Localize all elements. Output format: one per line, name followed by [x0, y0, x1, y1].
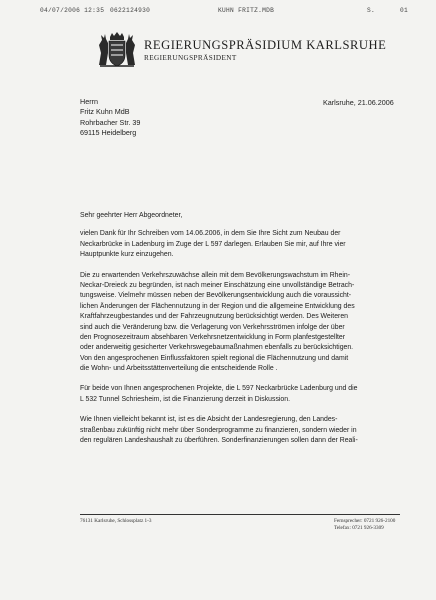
- text-line: Kraftfahrzeugbestandes und der Fahrzeugnutzung berücksichtigt werden. Des Weiteren: [80, 313, 348, 321]
- paragraph: [80, 384, 403, 405]
- text-line: sind auch die Veränderung bzw. die Verlagerung von Verkehrsströmen infolge der über: [80, 323, 345, 331]
- letter-body: [80, 211, 403, 446]
- recipient-line: 69115 Heidelberg: [80, 128, 137, 138]
- recipient-line: Fritz Kuhn MdB: [80, 107, 130, 117]
- paragraph: [80, 229, 403, 260]
- footer-contact: [334, 518, 395, 532]
- organization-name: REGIERUNGSPRÄSIDIUM KARLSRUHE: [144, 38, 387, 52]
- text-line: den regulären Landeshaushalt zu überführen. Sonderfinanzierungen sollen dann der Reali-: [80, 437, 358, 445]
- recipient-line: Rohrbacher Str. 39: [80, 117, 141, 127]
- recipient-line: Herrn: [80, 97, 98, 106]
- text-line: den Prognosezeitraum absehbaren Verkehrsnetzentwicklung in Form planfestgestellter: [80, 333, 346, 341]
- text-line: Neckar-Dreieck zu begründen, ist nach meiner Einschätzung eine unvollständige Betrach-: [80, 281, 355, 289]
- text-line: L 532 Tunnel Schriesheim, ist die Finanzierung derzeit in Diskussion.: [80, 395, 291, 403]
- footer-address: 76131 Karlsruhe, Schlossplatz 1-3: [80, 518, 152, 524]
- text-line: die Wohn- und Arbeitsstättenverteilung die entscheidende Rolle .: [80, 365, 278, 373]
- footer-fax: Telefax: 0721 926-3309: [334, 525, 384, 531]
- footer-divider: [80, 514, 400, 515]
- footer-phone: Fernsprecher: 0721 926-2100: [334, 518, 396, 524]
- text-line: vielen Dank für Ihr Schreiben vom 14.06.2006, in dem Sie Ihre Sicht zum Neubau der: [80, 230, 341, 238]
- letterhead: [144, 38, 386, 62]
- recipient-address: [80, 97, 140, 139]
- text-line: straßenbau zukünftig nicht mehr über Sonderprogramme zu finanzieren, sondern wieder in: [80, 426, 357, 434]
- text-line: Neckarbrücke in Ladenburg im Zuge der L 597 darlegen. Erlauben Sie mir, auf Ihre vier: [80, 240, 346, 248]
- paragraph: [80, 271, 403, 375]
- paragraph: [80, 415, 403, 446]
- text-line: lichen Änderungen der Flächennutzung in der Region und die allgemeine Entwicklung des: [80, 302, 355, 310]
- coat-of-arms-icon: [96, 31, 138, 69]
- text-line: Hauptpunkte kurz einzugehen.: [80, 251, 174, 259]
- text-line: tungsweise. Vielmehr müssen neben der Bevölkerungsentwicklung auch die voraussicht-: [80, 292, 352, 300]
- text-line: Für beide von Ihnen angesprochenen Projekte, die L 597 Neckarbrücke Ladenburg und die: [80, 385, 358, 393]
- fax-page-label: S.: [367, 7, 376, 14]
- place-date: Karlsruhe, 21.06.2006: [323, 98, 394, 107]
- salutation: Sehr geehrter Herr Abgeordneter,: [80, 212, 183, 219]
- fax-page-number: 01: [400, 7, 409, 14]
- text-line: Von den angesprochenen Einflussfaktoren spielt regional die Flächennutzung und damit: [80, 354, 349, 362]
- text-line: Die zu erwartenden Verkehrszuwächse allein mit dem Bevölkerungswachstum im Rhein-: [80, 271, 351, 279]
- fax-number: 0622124930: [110, 7, 151, 14]
- fax-file: KUHN FRITZ.MDB: [218, 7, 275, 14]
- organization-subtitle: REGIERUNGSPRÄSIDENT: [144, 54, 237, 62]
- fax-header: [0, 7, 436, 17]
- text-line: oder anderweitig gesicherter Verkehrswegebaumaßnahmen ebenfalls zu berücksichtigen.: [80, 344, 354, 352]
- text-line: Wie Ihnen vielleicht bekannt ist, ist es die Absicht der Landesregierung, den Landes-: [80, 416, 338, 424]
- fax-date-time: 04/07/2006 12:35: [40, 7, 105, 14]
